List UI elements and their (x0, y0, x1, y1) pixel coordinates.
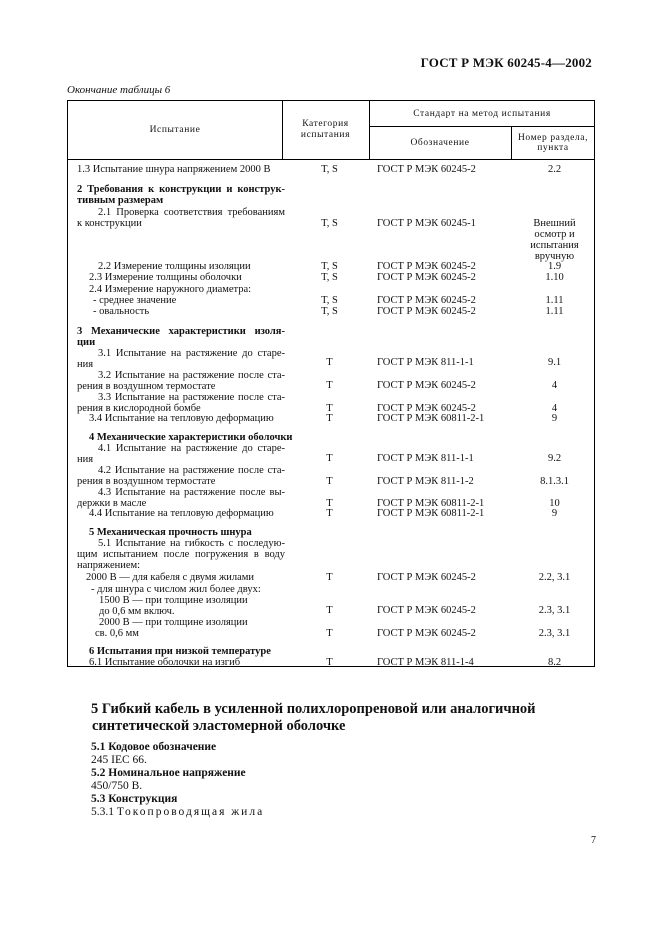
section-heading-line: 5 Гибкий кабель в усиленной полихлоропреновой или аналогичной (91, 701, 536, 717)
section-cell: 9 (551, 413, 558, 424)
standard-cell: ГОСТ Р МЭК 60245-2 (377, 261, 476, 272)
section-cell: 8.1.3.1 (540, 476, 569, 487)
group-title: 3 Механические характеристики изоля- (77, 326, 285, 337)
subsection-title: 5.1 Кодовое обозначение (91, 741, 217, 753)
category-cell: T (326, 605, 333, 616)
header-bottom (68, 159, 594, 160)
section-cell: 9 (551, 508, 558, 519)
header-category-1: Категория (302, 119, 349, 129)
section-cell: 4 (551, 403, 558, 414)
category-cell: T (326, 380, 333, 391)
table-row: напряжением: (77, 560, 141, 571)
table-row: 4.2 Испытание на растяжение после ста- (98, 465, 285, 476)
section-cell: 2.3, 3.1 (538, 628, 571, 639)
category-cell: T (326, 403, 333, 414)
header-standard: Стандарт на метод испытания (413, 109, 551, 119)
document-id: ГОСТ Р МЭК 60245-4—2002 (420, 55, 592, 70)
standard-cell: ГОСТ Р МЭК 60811-2-1 (377, 508, 485, 519)
group-title: 5 Механическая прочность шнура (89, 527, 252, 538)
category-cell: T, S (321, 164, 338, 175)
category-cell: T (326, 357, 333, 368)
table-row: к конструкции (77, 218, 142, 229)
table-row: 2000 В — для кабеля с двумя жилами (86, 572, 255, 583)
standard-cell: ГОСТ Р МЭК 811-1-2 (377, 476, 474, 487)
table-row: 2.4 Измерение наружного диаметра: (89, 284, 252, 295)
category-cell: T (326, 476, 333, 487)
standard-cell: ГОСТ Р МЭК 60245-2 (377, 295, 476, 306)
table-row: 4.4 Испытание на тепловую деформацию (89, 508, 274, 519)
table-row: - среднее значение (93, 295, 177, 306)
table-row: 2000 В — при толщине изоляции (99, 617, 248, 628)
header-designation: Обозначение (410, 138, 470, 148)
section-cell: 4 (551, 380, 558, 391)
group-title: 6 Испытания при низкой температуре (89, 646, 271, 657)
table-row: 2.1 Проверка соответствия требованиям (98, 207, 285, 218)
table-row: 6.1 Испытание оболочки на изгиб (89, 657, 241, 668)
standard-cell: ГОСТ Р МЭК 60245-2 (377, 403, 476, 414)
section-cell: испытания (530, 240, 579, 251)
table-row: 2.2 Измерение толщины изоляции (98, 261, 251, 272)
header-divider (369, 126, 595, 127)
table-row: 1500 В — при толщине изоляции (99, 595, 248, 606)
section-cell: 1.9 (547, 261, 562, 272)
table-row: рения в воздушном термостате (77, 476, 216, 487)
standard-cell: ГОСТ Р МЭК 60811-2-1 (377, 498, 485, 509)
section-cell: Внешний (533, 218, 576, 229)
table-row: 4.1 Испытание на растяжение до старе- (98, 443, 285, 454)
table-row: щим испытанием после погружения в воду (77, 549, 285, 560)
subsection-text: Токопроводящая жила (116, 806, 265, 818)
subsection-item (91, 806, 264, 819)
table-row: 3.1 Испытание на растяжение до старе- (98, 348, 285, 359)
category-cell: T, S (321, 306, 338, 317)
category-cell: T (326, 657, 333, 668)
section-cell: 10 (549, 498, 560, 509)
group-title: тивным размерам (77, 195, 164, 206)
group-title: ции (77, 337, 96, 348)
table-row: рения в воздушном термостате (77, 381, 216, 392)
table-row: до 0,6 мм включ. (99, 606, 175, 617)
standard-cell: ГОСТ Р МЭК 60245-2 (377, 306, 476, 317)
table-row: - овальность (93, 306, 150, 317)
subsection-value: 245 IEC 66. (91, 754, 147, 766)
section-heading-line: синтетической эластомерной оболочке (92, 718, 346, 734)
table-row: рения в кислородной бомбе (77, 403, 201, 414)
section-heading (91, 701, 536, 735)
section-cell: 2.2 (547, 164, 562, 175)
table-caption: Окончание таблицы 6 (67, 84, 171, 96)
section-cell: 1.11 (545, 295, 564, 306)
standard-cell: ГОСТ Р МЭК 60245-2 (377, 380, 476, 391)
section-cell: вручную (534, 251, 575, 262)
table-row: 3.2 Испытание на растяжение после ста- (98, 370, 285, 381)
section-cell: 2.3, 3.1 (538, 605, 571, 616)
standard-cell: ГОСТ Р МЭК 60245-2 (377, 605, 476, 616)
category-cell: T (326, 498, 333, 509)
category-cell: T, S (321, 295, 338, 306)
standard-cell: ГОСТ Р МЭК 60245-2 (377, 628, 476, 639)
table-row: 3.4 Испытание на тепловую деформацию (89, 413, 274, 424)
table-row: держки в масле (77, 498, 147, 509)
subsection-number: 5.3.1 (91, 806, 114, 818)
category-cell: T, S (321, 272, 338, 283)
group-title: 2 Требования к конструкции и конструк- (77, 184, 285, 195)
header-section-1: Номер раздела, (517, 133, 589, 143)
section-cell: 2.2, 3.1 (538, 572, 571, 583)
page-number: 7 (591, 835, 596, 846)
table-row: 3.3 Испытание на растяжение после ста- (98, 392, 285, 403)
category-cell: T, S (321, 218, 338, 229)
standard-cell: ГОСТ Р МЭК 811-1-1 (377, 453, 474, 464)
standard-cell: ГОСТ Р МЭК 811-1-1 (377, 357, 474, 368)
section-cell: 1.10 (545, 272, 564, 283)
section-cell: 1.11 (545, 306, 564, 317)
subsection-value: 450/750 В. (91, 780, 143, 792)
table-row: 1.3 Испытание шнура напряжением 2000 В (77, 164, 271, 175)
header-test: Испытание (149, 125, 201, 135)
subsection-title: 5.2 Номинальное напряжение (91, 767, 246, 779)
table-row: - для шнура с числом жил более двух: (91, 584, 261, 595)
standard-cell: ГОСТ Р МЭК 60811-2-1 (377, 413, 485, 424)
standard-cell: ГОСТ Р МЭК 60245-2 (377, 164, 476, 175)
table-row: 2.3 Измерение толщины оболочки (89, 272, 242, 283)
section-cell: 9.2 (547, 453, 562, 464)
table-row: 4.3 Испытание на растяжение после вы- (98, 487, 285, 498)
category-cell: T (326, 413, 333, 424)
standard-cell: ГОСТ Р МЭК 60245-2 (377, 272, 476, 283)
table-row: св. 0,6 мм (95, 628, 139, 639)
category-cell: T (326, 628, 333, 639)
category-cell: T (326, 572, 333, 583)
standard-cell: ГОСТ Р МЭК 811-1-4 (377, 657, 474, 668)
header-category-2: испытания (300, 130, 351, 140)
category-cell: T (326, 453, 333, 464)
section-cell: осмотр и (534, 229, 575, 240)
table-row: 5.1 Испытание на гибкость с последую- (98, 538, 285, 549)
category-cell: T (326, 508, 333, 519)
header-section-2: пункта (537, 143, 569, 153)
subsection-title: 5.3 Конструкция (91, 793, 178, 805)
test-table (67, 100, 595, 667)
table-row: ния (77, 454, 94, 465)
section-cell: 8.2 (547, 657, 562, 668)
category-cell: T, S (321, 261, 338, 272)
section-cell: 9.1 (547, 357, 562, 368)
group-title: 4 Механические характеристики оболочки (89, 432, 293, 443)
standard-cell: ГОСТ Р МЭК 60245-1 (377, 218, 476, 229)
table-row: ния (77, 359, 94, 370)
standard-cell: ГОСТ Р МЭК 60245-2 (377, 572, 476, 583)
